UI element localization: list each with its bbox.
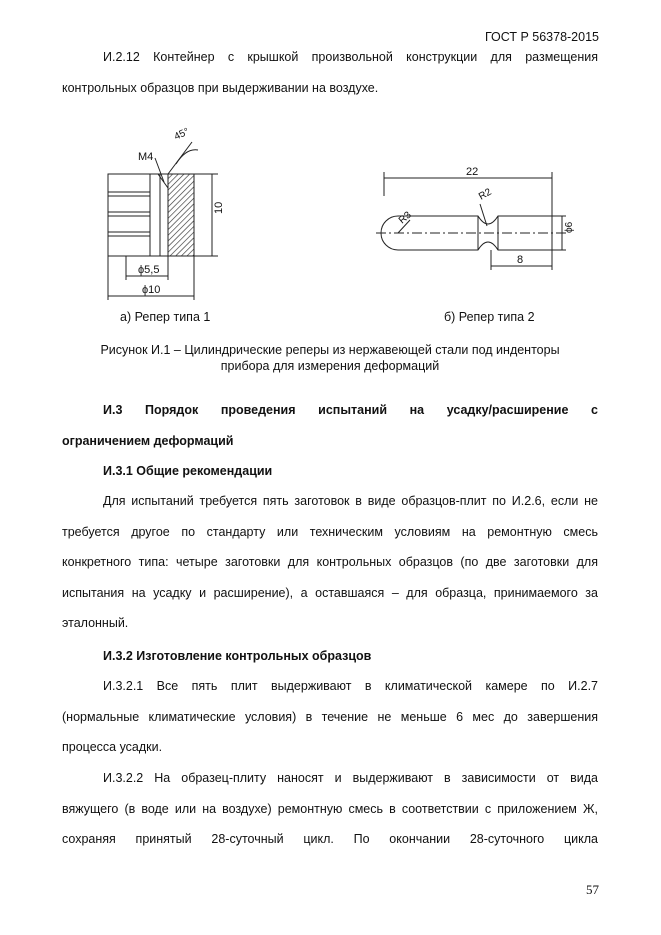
- text-line: И.3.2.1 Все пять плит выдерживают в климатической камере по И.2.7: [103, 679, 598, 693]
- text-line: конкретного типа: четыре заготовки для контрольных образцов (по две заготовки для: [62, 555, 598, 569]
- dimension-inner-diameter: ϕ5,5: [138, 264, 160, 276]
- subcaption-type-2: б) Репер типа 2: [444, 310, 535, 324]
- heading-line: И.3 Порядок проведения испытаний на усадку/расширение с: [103, 403, 598, 417]
- subsection-heading-preparation: И.3.2 Изготовление контрольных образцов: [103, 649, 372, 663]
- dimension-notch-radius: R2: [477, 186, 494, 203]
- text-line: Для испытаний требуется пять заготовок в виде образцов-плит по И.2.6, если не: [103, 494, 598, 508]
- text-line: контрольных образцов при выдерживании на воздухе.: [62, 80, 379, 95]
- caption-line: Рисунок И.1 – Цилиндрические реперы из нержавеющей стали под инденторы: [100, 343, 560, 357]
- intro-paragraph: [62, 42, 598, 103]
- paragraph-3-2-2: [62, 763, 598, 855]
- page-number: 57: [586, 882, 599, 897]
- figure-caption: [62, 342, 598, 374]
- dimension-outer-diameter: ϕ10: [142, 284, 161, 296]
- reper-type-1-drawing: [108, 142, 218, 300]
- subsection-heading-general: И.3.1 Общие рекомендации: [103, 464, 273, 478]
- figure-repers: [0, 120, 661, 330]
- text-line: И.2.12 Контейнер с крышкой произвольной конструкции для размещения: [103, 50, 598, 64]
- text-line: эталонный.: [62, 616, 129, 630]
- text-line: требуется другое по стандарту или техническим условиям на ремонтную смесь: [62, 524, 598, 539]
- dimension-length: 22: [466, 166, 479, 178]
- text-line: И.3.2.2 На образец-плиту наносят и выдерживают в зависимости от вида: [103, 771, 598, 785]
- text-line: испытания на усадку и расширение), а оставшаяся – для образца, принимаемого за: [62, 585, 598, 600]
- dimension-diameter: ϕ6: [564, 221, 575, 233]
- heading-line: ограничением деформаций: [62, 433, 234, 448]
- reper-drawings: [0, 120, 661, 330]
- paragraph-3-2-1: [62, 671, 598, 763]
- document-header: ГОСТ Р 56378-2015: [484, 30, 599, 44]
- text-line: вяжущего (в воде или на воздухе) ремонтную смесь в соответствии с приложением Ж,: [62, 801, 598, 816]
- subcaption-type-1: а) Репер типа 1: [120, 310, 211, 324]
- section-heading: [62, 395, 598, 456]
- dimension-thread: M4: [138, 151, 154, 163]
- dimension-angle: 45°: [172, 126, 191, 143]
- dimension-tail: 8: [517, 254, 524, 266]
- paragraph-general: [62, 486, 598, 639]
- text-line: процесса усадки.: [62, 740, 163, 754]
- dimension-end-radius: R3: [396, 209, 414, 227]
- dimension-height: 10: [213, 201, 225, 214]
- caption-line: прибора для измерения деформаций: [220, 359, 440, 373]
- text-line: (нормальные климатические условия) в течение не меньше 6 мес до завершения: [62, 709, 598, 724]
- text-line: сохраняя принятый 28-суточный цикл. По окончании 28-суточного цикла: [62, 832, 598, 846]
